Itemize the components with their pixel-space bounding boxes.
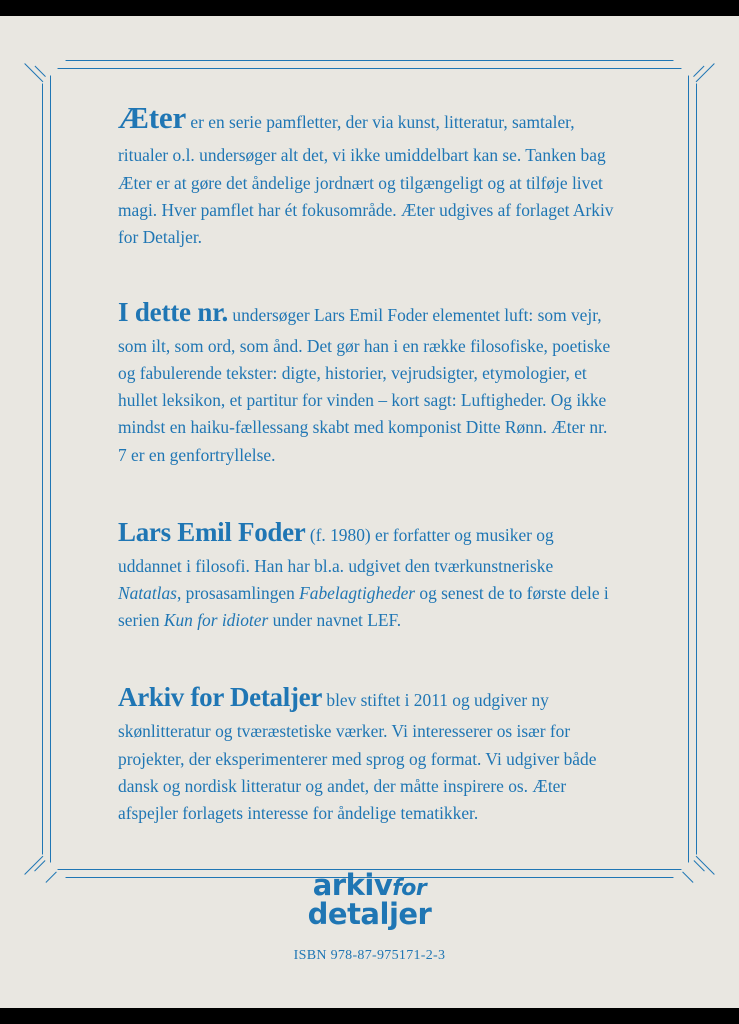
logo-word-for: for [392,875,427,901]
lead-in-this-issue: I dette nr. [118,296,229,327]
lead-in-author-name: Lars Emil Foder [118,516,306,547]
logo-word-detaljer: detaljer [307,897,432,932]
lead-in-aeter: Æter [118,100,187,135]
paragraph-this-issue [118,291,618,469]
book-back-cover [0,16,739,1008]
series-description-text: er en serie pamfletter, der via kunst, litteratur, samtaler, ritualer o.l. undersøger alt det, vi ikke umiddelbart kan se. Tanken bag Æter er at gøre det åndelige jordnært og tilgængeligt og at tilføje livet magi. Hver pamflet har ét fokusområde. Æter udgives af forlaget Arkiv for Detaljer. [118,112,614,247]
book-title-kun-for-idioter: Kun for idioter [163,610,269,631]
isbn-text: ISBN 978-87-975171-2-3 [293,948,446,963]
author-bio-text-4: under navnet LEF. [268,610,402,631]
paragraph-publisher-info [118,676,618,827]
paragraph-series-description [118,94,618,251]
author-bio-text-3: og senest de to første dele i serien [118,582,609,631]
author-bio-text-1: (f. 1980) er forfatter og musiker og uddannet i filosofi. Han har bl.a. udgivet den tværkunstneriske [118,524,554,576]
author-bio-text-2: , prosasamlingen [176,582,300,603]
logo-word-arkiv: arkiv [312,867,393,902]
publisher-logo [0,867,739,932]
this-issue-text: undersøger Lars Emil Foder elementet luft: som vejr, som ilt, som ord, som ånd. Det gør han i en række filosofiske, poetiske og fabulerende tekster: digte, historier, vejrudsigter, etymologier, et hullet leksikon, et partitur for vinden – kort sagt: Luftigheder. Og ikke mindst en haiku-fællessang skabt med komponist Ditte Rønn. Æter nr. 7 er en genfortryllelse. [118,304,611,465]
book-title-natatlas: Natatlas [118,582,177,603]
lead-in-publisher-name: Arkiv for Detaljer [118,682,323,713]
book-title-fabelagtigheder: Fabelagtigheder [299,582,416,603]
cover-text-content [118,94,618,855]
publisher-info-text: blev stiftet i 2011 og udgiver ny skønlitteratur og tværæstetiske værker. Vi interesserer os især for projekter, der eksperimenterer med sprog og format. Vi udgiver både dansk og nordisk litteratur og andet, der måtte inspirere os. Æter afspejler forlagets interesse for åndelige tematikker. [118,690,597,823]
paragraph-author-bio [118,511,618,635]
